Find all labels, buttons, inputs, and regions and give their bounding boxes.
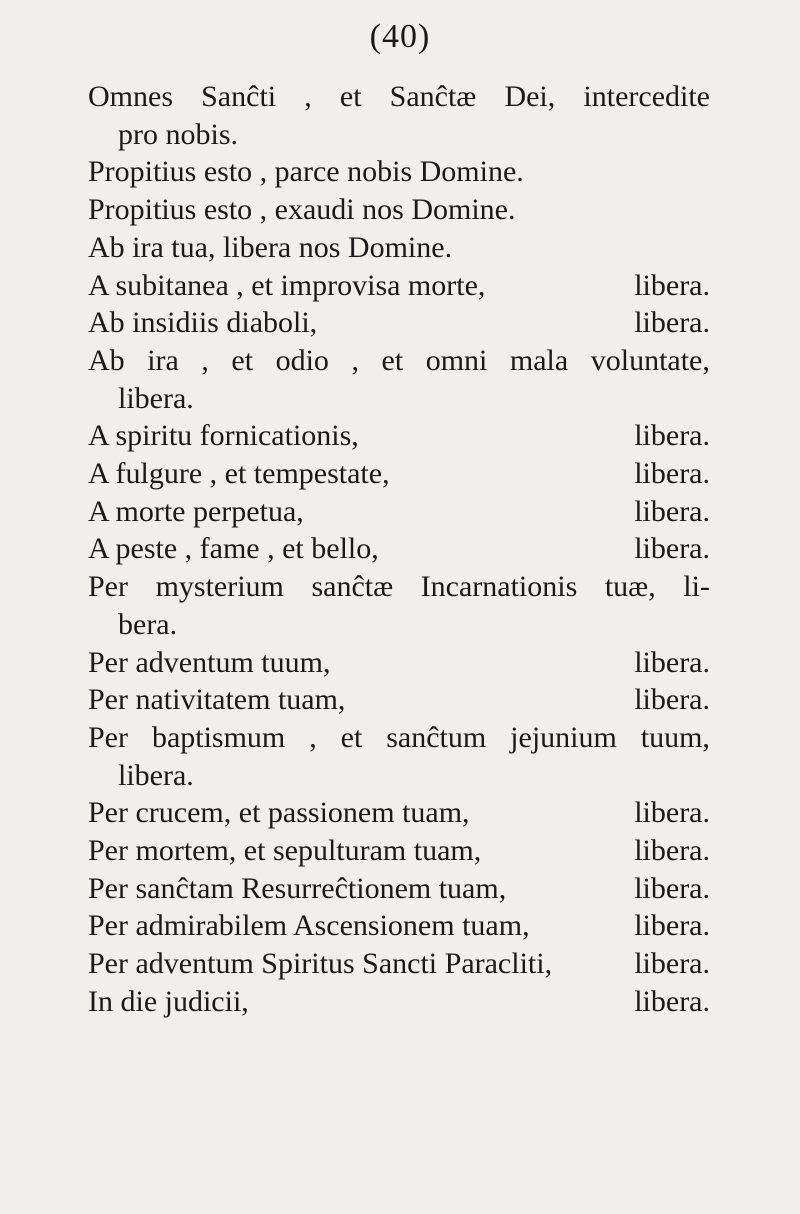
litany-line xyxy=(88,455,710,493)
word: , xyxy=(351,343,359,377)
word: et xyxy=(340,720,363,754)
litany-line xyxy=(88,304,710,342)
word: , xyxy=(304,80,312,113)
word: Per xyxy=(88,570,128,604)
litany-line xyxy=(88,870,710,908)
word: sanĉtæ xyxy=(311,570,394,604)
invocation-text: libera. xyxy=(118,381,194,415)
litany-line xyxy=(88,757,710,795)
litany-line xyxy=(88,983,710,1021)
word: Ab xyxy=(88,343,125,377)
invocation-text: pro nobis. xyxy=(118,117,238,151)
response-text: libera. xyxy=(634,645,710,679)
invocation-text: Per mortem, et sepulturam tuam, xyxy=(88,834,482,868)
litany-line xyxy=(88,78,710,116)
word: tuæ, xyxy=(604,570,656,604)
litany-line xyxy=(88,719,710,757)
word: Incarnationis xyxy=(420,570,578,604)
response-text: libera. xyxy=(634,834,710,868)
invocation-text: Ab ira tua, libera nos Domine. xyxy=(88,230,453,264)
page-number: (40) xyxy=(369,18,431,55)
invocation-text: Per admirabilem Ascensionem tuam, xyxy=(88,909,530,943)
response-text: libera. xyxy=(634,984,710,1018)
response-text: libera. xyxy=(634,683,710,717)
litany-line xyxy=(88,493,710,531)
invocation-text: A fulgure , et tempestate, xyxy=(88,457,390,491)
litany-line xyxy=(88,153,710,191)
word: Per xyxy=(88,720,128,754)
word: omni xyxy=(425,343,488,377)
litany-line xyxy=(88,530,710,568)
response-text: libera. xyxy=(634,947,710,981)
litany-line xyxy=(88,191,710,229)
word: ira xyxy=(147,343,179,377)
word: et xyxy=(339,80,362,113)
litany-line xyxy=(88,417,710,455)
word: , xyxy=(201,343,209,377)
response-text: libera. xyxy=(634,796,710,830)
word: Sanĉtæ xyxy=(389,80,477,113)
litany-line xyxy=(88,945,710,983)
litany-line xyxy=(88,606,710,644)
word: tuum, xyxy=(640,720,710,754)
invocation-text: A subitanea , et improvisa morte, xyxy=(88,268,486,302)
word: intercedite xyxy=(583,80,710,113)
litany-line xyxy=(88,342,710,380)
invocation-text: bera. xyxy=(118,607,178,641)
word: mala xyxy=(509,343,569,377)
invocation-text: Propitius esto , parce nobis Domine. xyxy=(88,155,524,189)
word: Dei, xyxy=(504,80,556,113)
litany-line xyxy=(88,267,710,305)
word: et xyxy=(381,343,404,377)
word: Sanĉti xyxy=(201,80,277,113)
litany-line xyxy=(88,116,710,154)
invocation-text: A spiritu fornicationis, xyxy=(88,419,359,453)
litany-line xyxy=(88,681,710,719)
invocation-text: A peste , fame , et bello, xyxy=(88,532,379,566)
invocation-text: Per sanĉtam Resurreĉtionem tuam, xyxy=(88,871,507,905)
invocation-text: In die judicii, xyxy=(88,984,249,1018)
invocation-text: Per adventum Spiritus Sancti Paracliti, xyxy=(88,947,553,981)
invocation-text: Per adventum tuum, xyxy=(88,645,331,679)
litany-line xyxy=(88,907,710,945)
word: sanĉtum xyxy=(386,720,487,754)
word: li- xyxy=(683,570,710,604)
response-text: libera. xyxy=(634,457,710,491)
response-text: libera. xyxy=(634,532,710,566)
word: et xyxy=(231,343,254,377)
word: jejunium xyxy=(510,720,617,754)
litany-line xyxy=(88,832,710,870)
invocation-text: Per crucem, et passionem tuam, xyxy=(88,796,470,830)
word: , xyxy=(309,720,317,754)
response-text: libera. xyxy=(634,419,710,453)
litany-line xyxy=(88,794,710,832)
invocation-text: Per nativitatem tuam, xyxy=(88,683,346,717)
response-text: libera. xyxy=(634,306,710,340)
response-text: libera. xyxy=(634,871,710,905)
litany-line xyxy=(88,568,710,606)
litany-line xyxy=(88,380,710,418)
invocation-text: Ab insidiis diaboli, xyxy=(88,306,318,340)
litany-line xyxy=(88,229,710,267)
litany-line xyxy=(88,644,710,682)
word: odio xyxy=(275,343,329,377)
litany-text xyxy=(88,78,710,1021)
invocation-text: A morte perpetua, xyxy=(88,494,304,528)
word: Omnes xyxy=(88,80,173,113)
invocation-text: Propitius esto , exaudi nos Domine. xyxy=(88,193,516,227)
response-text: libera. xyxy=(634,268,710,302)
word: voluntate, xyxy=(590,343,710,377)
response-text: libera. xyxy=(634,909,710,943)
word: mysterium xyxy=(155,570,284,604)
invocation-text: libera. xyxy=(118,758,194,792)
response-text: libera. xyxy=(634,494,710,528)
word: baptismum xyxy=(151,720,286,754)
